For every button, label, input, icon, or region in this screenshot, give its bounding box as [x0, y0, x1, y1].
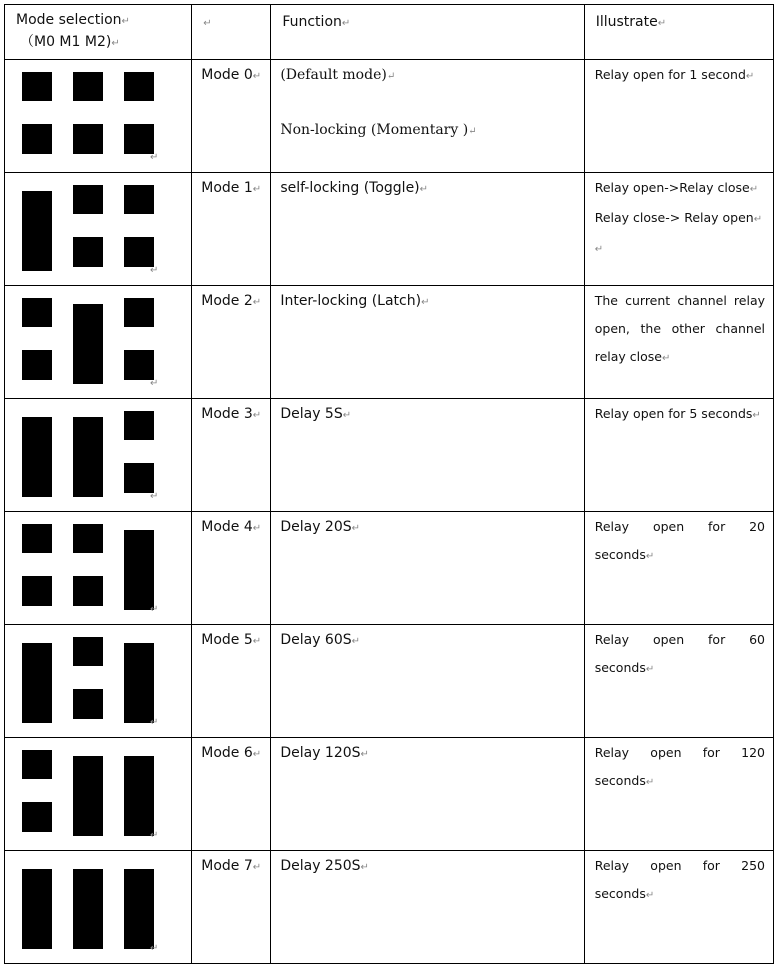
mode-label: Mode 4 — [201, 519, 253, 535]
switch-off-block — [124, 298, 154, 327]
paragraph-mark: ↵ — [111, 38, 120, 49]
function-cell — [271, 512, 584, 625]
illustrate-label: Relay close-> Relay open — [594, 210, 754, 225]
mode-label: Mode 1 — [201, 180, 253, 196]
switch-on-block — [124, 530, 154, 610]
mode-table — [4, 4, 774, 964]
illustrate-label: Relay open for 1 second — [594, 67, 746, 82]
header-mode-selection — [5, 5, 192, 60]
switch-off-block — [22, 576, 52, 606]
mode-row — [5, 851, 774, 964]
function-label: Inter-locking (Latch) — [280, 293, 422, 309]
switch-off-block — [22, 72, 52, 101]
function-text — [280, 518, 575, 538]
mode-cell — [192, 851, 271, 964]
switch-diagram-cell — [5, 625, 192, 738]
switch-off-block — [73, 576, 103, 606]
switch-diagram-cell — [5, 399, 192, 512]
mode-label: Mode 5 — [201, 632, 253, 648]
illustrate-text — [595, 739, 765, 797]
paragraph-mark: ↵ — [594, 244, 604, 255]
switch-off-block — [22, 124, 52, 154]
paragraph-mark: ↵ — [252, 862, 262, 873]
paragraph-mark: ↵ — [419, 184, 429, 195]
switch-off-block — [22, 802, 52, 832]
switch-off-block — [124, 124, 154, 154]
switch-off-block — [22, 298, 52, 327]
switch-on-block — [73, 756, 103, 836]
paragraph-mark: ↵ — [645, 777, 655, 788]
header-mode-bits-label: （M0 M1 M2) — [20, 34, 112, 50]
paragraph-mark: ↵ — [252, 71, 262, 82]
switch-off-block — [22, 750, 52, 779]
illustrate-text — [595, 513, 765, 571]
mode-cell — [192, 286, 271, 399]
switch-diagram-cell — [5, 286, 192, 399]
mode-row — [5, 738, 774, 851]
switch-off-block — [73, 237, 103, 267]
paragraph-mark: ↵ — [150, 943, 159, 954]
paragraph-mark: ↵ — [150, 604, 159, 615]
function-text — [280, 121, 575, 141]
paragraph-mark: ↵ — [252, 297, 262, 308]
switch-off-block — [124, 237, 154, 267]
illustrate-label: Relay open for 120 seconds — [594, 745, 765, 788]
illustrate-text — [595, 626, 765, 684]
switch-off-block — [73, 637, 103, 666]
paragraph-mark: ↵ — [360, 749, 369, 760]
mode-label: Mode 2 — [201, 293, 253, 309]
mode-cell — [192, 60, 271, 173]
paragraph-mark: ↵ — [468, 126, 477, 137]
illustrate-text — [595, 61, 765, 91]
header-function — [271, 5, 584, 60]
paragraph-mark: ↵ — [341, 18, 351, 29]
paragraph-mark: ↵ — [421, 297, 430, 308]
paragraph-mark: ↵ — [745, 71, 755, 82]
illustrate-text — [595, 852, 765, 910]
paragraph-mark: ↵ — [150, 830, 159, 841]
switch-off-block — [124, 463, 154, 493]
paragraph-mark: ↵ — [657, 18, 667, 29]
illustrate-cell — [584, 399, 773, 512]
function-label: Delay 5S — [280, 406, 343, 422]
paragraph-mark: ↵ — [150, 717, 159, 728]
switch-off-block — [73, 185, 103, 214]
paragraph-mark: ↵ — [753, 214, 763, 225]
function-text — [280, 744, 575, 764]
mode-row — [5, 399, 774, 512]
mode-label: Mode 7 — [201, 858, 253, 874]
mode-label: Mode 6 — [201, 745, 253, 761]
header-illustrate-label: Illustrate — [595, 14, 658, 30]
illustrate-cell — [584, 286, 773, 399]
header-mode-selection-label: Mode selection — [16, 12, 122, 28]
dip-switch-diagram — [5, 286, 191, 398]
paragraph-mark: ↵ — [252, 410, 262, 421]
header-function-label: Function — [282, 14, 342, 30]
illustrate-label: Relay open->Relay close — [594, 180, 750, 195]
mode-row — [5, 173, 774, 286]
empty-paragraph — [595, 234, 765, 264]
paragraph-mark: ↵ — [252, 749, 262, 760]
mode-label: Mode 3 — [201, 406, 253, 422]
switch-on-block — [22, 417, 52, 497]
illustrate-label: The current channel relay open, the other channel relay close — [594, 293, 765, 364]
switch-diagram-cell — [5, 851, 192, 964]
function-text — [280, 631, 575, 651]
switch-on-block — [124, 643, 154, 723]
switch-on-block — [73, 869, 103, 949]
switch-off-block — [124, 350, 154, 380]
dip-switch-diagram — [5, 173, 191, 285]
illustrate-cell — [584, 738, 773, 851]
paragraph-mark: ↵ — [351, 523, 361, 534]
switch-off-block — [73, 524, 103, 553]
dip-switch-diagram — [5, 625, 191, 737]
function-cell — [271, 625, 584, 738]
function-label: (Default mode) — [280, 67, 387, 83]
switch-off-block — [73, 72, 103, 101]
paragraph-mark: ↵ — [252, 523, 262, 534]
paragraph-mark: ↵ — [645, 551, 655, 562]
header-illustrate — [584, 5, 773, 60]
dip-switch-diagram — [5, 738, 191, 850]
mode-row — [5, 625, 774, 738]
function-label: Non-locking (Momentary ) — [280, 122, 469, 138]
header-mode — [192, 5, 271, 60]
switch-diagram-cell — [5, 60, 192, 173]
paragraph-mark: ↵ — [342, 410, 352, 421]
paragraph-mark: ↵ — [752, 410, 761, 421]
paragraph-mark: ↵ — [121, 16, 130, 27]
function-cell — [271, 738, 584, 851]
illustrate-label: Relay open for 5 seconds — [594, 406, 753, 421]
function-label: Delay 120S — [280, 745, 361, 761]
function-text — [280, 292, 575, 312]
paragraph-mark: ↵ — [645, 890, 655, 901]
switch-diagram-cell — [5, 512, 192, 625]
paragraph-mark: ↵ — [150, 378, 159, 389]
illustrate-text — [595, 174, 765, 204]
dip-switch-diagram — [5, 399, 191, 511]
mode-cell — [192, 625, 271, 738]
switch-diagram-cell — [5, 173, 192, 286]
function-label: Delay 250S — [280, 858, 361, 874]
function-text — [280, 179, 575, 199]
paragraph-mark: ↵ — [150, 152, 159, 163]
mode-cell — [192, 399, 271, 512]
function-text — [280, 66, 575, 86]
function-text — [280, 857, 575, 877]
illustrate-cell — [584, 625, 773, 738]
switch-on-block — [22, 643, 52, 723]
paragraph-mark: ↵ — [150, 265, 159, 276]
mode-row — [5, 286, 774, 399]
illustrate-text — [595, 287, 765, 373]
mode-row — [5, 60, 774, 173]
paragraph-mark: ↵ — [662, 353, 671, 364]
paragraph-mark: ↵ — [252, 184, 262, 195]
switch-on-block — [73, 417, 103, 497]
function-cell — [271, 286, 584, 399]
function-text — [280, 405, 575, 425]
function-cell — [271, 60, 584, 173]
switch-diagram-cell — [5, 738, 192, 851]
switch-on-block — [22, 869, 52, 949]
switch-off-block — [73, 689, 103, 719]
paragraph-mark: ↵ — [386, 71, 396, 82]
paragraph-mark: ↵ — [203, 18, 212, 29]
illustrate-label: Relay open for 250 seconds — [594, 858, 765, 901]
paragraph-mark: ↵ — [645, 664, 655, 675]
illustrate-cell — [584, 173, 773, 286]
illustrate-cell — [584, 851, 773, 964]
switch-off-block — [124, 411, 154, 440]
illustrate-text — [595, 400, 765, 430]
dip-switch-diagram — [5, 512, 191, 624]
function-label: Delay 60S — [280, 632, 352, 648]
switch-off-block — [73, 124, 103, 154]
paragraph-mark: ↵ — [252, 636, 262, 647]
switch-off-block — [22, 524, 52, 553]
illustrate-text — [595, 204, 765, 234]
switch-on-block — [124, 756, 154, 836]
switch-off-block — [124, 185, 154, 214]
illustrate-label: Relay open for 60 seconds — [594, 632, 765, 675]
dip-switch-diagram — [5, 60, 191, 172]
function-label: self-locking (Toggle) — [280, 180, 420, 196]
switch-on-block — [124, 869, 154, 949]
illustrate-label: Relay open for 20 seconds — [594, 519, 765, 562]
mode-cell — [192, 512, 271, 625]
function-label: Delay 20S — [280, 519, 352, 535]
mode-cell — [192, 738, 271, 851]
switch-on-block — [22, 191, 52, 271]
switch-off-block — [124, 72, 154, 101]
function-cell — [271, 173, 584, 286]
dip-switch-diagram — [5, 851, 191, 963]
paragraph-mark: ↵ — [351, 636, 361, 647]
paragraph-mark: ↵ — [749, 184, 759, 195]
function-cell — [271, 851, 584, 964]
switch-on-block — [73, 304, 103, 384]
header-row — [5, 5, 774, 60]
paragraph-mark: ↵ — [360, 862, 369, 873]
paragraph-mark: ↵ — [150, 491, 159, 502]
mode-row — [5, 512, 774, 625]
illustrate-cell — [584, 512, 773, 625]
mode-cell — [192, 173, 271, 286]
illustrate-cell — [584, 60, 773, 173]
function-cell — [271, 399, 584, 512]
switch-off-block — [22, 350, 52, 380]
mode-label: Mode 0 — [201, 67, 253, 83]
